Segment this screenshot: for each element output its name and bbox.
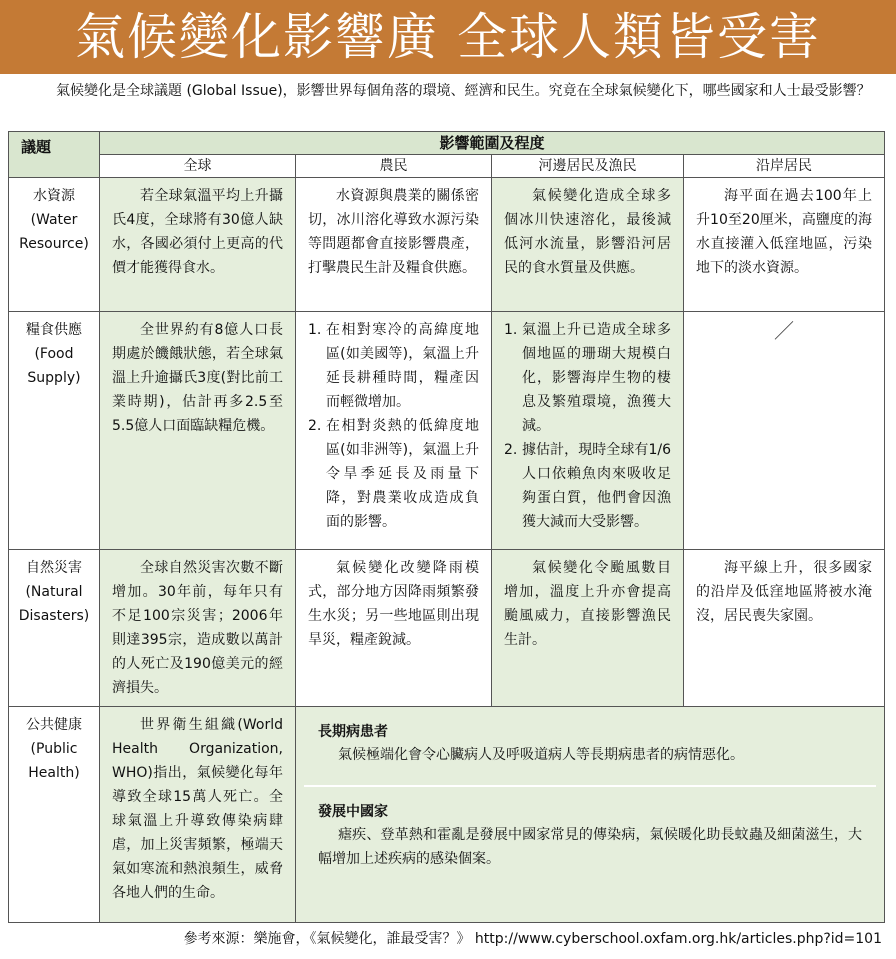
issue-label-zh: 水資源 bbox=[33, 188, 75, 204]
food-river bbox=[492, 312, 684, 550]
list-number: 2. bbox=[504, 442, 518, 458]
health-global: 世界衛生組織(World Health Organization, WHO)指出，氣候變化每年導致全球15萬人死亡。全球氣溫上升導致傳染病肆虐，加上災害頻繁，極端天氣如寒流和熱浪頻生，威脅各地人們的生命。 bbox=[100, 707, 296, 923]
list-number: 1. bbox=[308, 322, 322, 338]
disaster-coast: 海平線上升，很多國家的沿岸及低窪地區將被水淹沒，居民喪失家園。 bbox=[684, 550, 885, 707]
disaster-global: 全球自然災害次數不斷增加。30年前，每年只有不足100宗災害；2006年則達395宗，造成數以萬計的人死亡及190億美元的經濟損失。 bbox=[100, 550, 296, 707]
list-item bbox=[308, 414, 479, 534]
issue-cell-food bbox=[9, 312, 100, 550]
issue-cell-disaster bbox=[9, 550, 100, 707]
issue-label-en: (Water bbox=[30, 212, 78, 228]
header-issue: 議題 bbox=[9, 132, 100, 178]
reference-source: 參考來源：樂施會，《氣候變化，誰最受害？》 http://www.cyberschool.oxfam.org.hk/articles.php?id=101 bbox=[183, 931, 882, 947]
disaster-river: 氣候變化令颱風數目增加，溫度上升亦會提高颱風威力，直接影響漁民生計。 bbox=[492, 550, 684, 707]
list-item bbox=[504, 438, 671, 534]
issue-label-en: Resource) bbox=[19, 236, 89, 252]
table-row-disaster bbox=[9, 550, 885, 707]
col-header-river: 河邊居民及漁民 bbox=[492, 155, 684, 178]
list-text: 氣溫上升已造成全球多個地區的珊瑚大規模白化，影響海岸生物的棲息及繁殖環境，漁獲大減。 bbox=[522, 322, 671, 434]
issue-label-zh: 公共健康 bbox=[26, 717, 82, 733]
list-item bbox=[308, 318, 479, 414]
list-text: 據估計，現時全球有1/6人口依賴魚肉來吸收足夠蛋白質，他們會因漁獲大減而大受影響。 bbox=[522, 442, 671, 530]
issue-label-en: (Food bbox=[34, 346, 74, 362]
list-number: 2. bbox=[308, 418, 322, 434]
issue-label-en: Disasters) bbox=[18, 608, 90, 624]
issue-cell-water bbox=[9, 178, 100, 312]
header-scope: 影響範圍及程度 bbox=[100, 132, 885, 155]
issue-label-zh: 自然災害 bbox=[26, 560, 82, 576]
water-global: 若全球氣溫平均上升攝氏4度，全球將有30億人缺水，各國必須付上更高的代價才能獲得食水。 bbox=[100, 178, 296, 312]
col-header-farmers: 農民 bbox=[296, 155, 492, 178]
list-text: 在相對炎熱的低緯度地區(如非洲等)，氣溫上升令旱季延長及雨量下降，對農業收成造成負面的影響。 bbox=[326, 418, 479, 530]
health-section-chronic bbox=[304, 721, 876, 767]
issue-label-en: Supply) bbox=[27, 370, 81, 386]
impact-table bbox=[8, 131, 885, 923]
header-row bbox=[9, 132, 885, 155]
table-row-health bbox=[9, 707, 885, 923]
section-text: 瘧疾、登革熱和霍亂是發展中國家常見的傳染病，氣候暖化助長蚊蟲及細菌滋生，大幅增加上述疾病的感染個案。 bbox=[318, 827, 863, 867]
table-row-water bbox=[9, 178, 885, 312]
issue-label-en: Health) bbox=[28, 765, 80, 781]
list-text: 在相對寒冷的高緯度地區(如美國等)，氣溫上升延長耕種時間，糧產因而輕微增加。 bbox=[326, 322, 479, 410]
col-header-coast: 沿岸居民 bbox=[684, 155, 885, 178]
divider bbox=[304, 785, 876, 787]
list-item bbox=[504, 318, 671, 438]
food-global: 全世界約有8億人口長期處於饑餓狀態，若全球氣溫上升逾攝氏3度(對比前工業時期)，估計再多2.5至5.5億人口面臨缺糧危機。 bbox=[100, 312, 296, 550]
disaster-farmers: 氣候變化改變降雨模式，部分地方因降雨頻繁發生水災；另一些地區則出現旱災，糧產銳減。 bbox=[296, 550, 492, 707]
water-coast: 海平面在過去100年上升10至20厘米，高鹽度的海水直接灌入低窪地區，污染地下的淡水資源。 bbox=[684, 178, 885, 312]
section-text: 氣候極端化會令心臟病人及呼吸道病人等長期病患者的病情惡化。 bbox=[338, 747, 744, 763]
page-title-banner bbox=[0, 0, 896, 74]
issue-label-zh: 糧食供應 bbox=[26, 322, 82, 338]
food-farmers bbox=[296, 312, 492, 550]
health-section-developing bbox=[304, 801, 876, 871]
water-farmers: 水資源與農業的關係密切，冰川溶化導致水源污染等問題都會直接影響農產，打擊農民生計及糧食供應。 bbox=[296, 178, 492, 312]
subheader-row bbox=[9, 155, 885, 178]
page-title: 氣候變化影響廣 全球人類皆受害 bbox=[75, 8, 821, 66]
issue-cell-health bbox=[9, 707, 100, 923]
list-number: 1. bbox=[504, 322, 518, 338]
intro-paragraph: 氣候變化是全球議題 (Global Issue)，影響世界每個角落的環境、經濟和民生。究竟在全球氣候變化下，哪些國家和人士最受影響？ bbox=[56, 83, 871, 99]
water-river: 氣候變化造成全球多個冰川快速溶化，最後減低河水流量，影響沿河居民的食水質量及供應。 bbox=[492, 178, 684, 312]
section-title: 長期病患者 bbox=[318, 724, 388, 740]
issue-label-en: (Natural bbox=[25, 584, 83, 600]
food-coast: ／ bbox=[684, 312, 885, 550]
section-title: 發展中國家 bbox=[318, 804, 388, 820]
health-groups bbox=[296, 707, 885, 923]
col-header-global: 全球 bbox=[100, 155, 296, 178]
issue-label-en: (Public bbox=[30, 741, 78, 757]
table-row-food bbox=[9, 312, 885, 550]
